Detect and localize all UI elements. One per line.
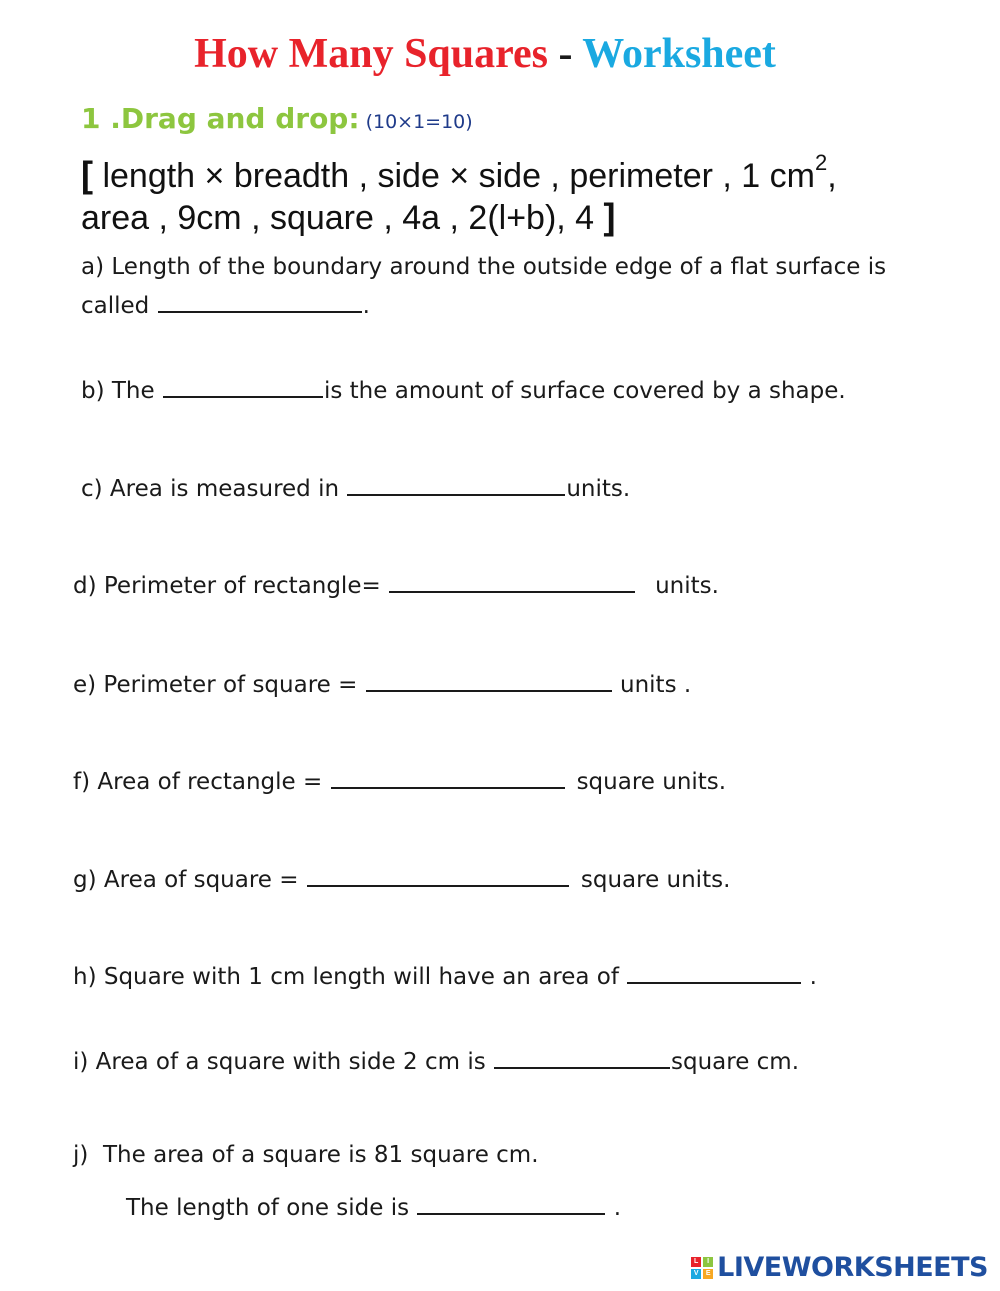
question-j-post: .	[606, 1195, 622, 1221]
question-c-pre: c) Area is measured in	[81, 476, 347, 502]
title-separator: -	[548, 31, 583, 77]
question-c	[81, 472, 630, 502]
answer-blank-g[interactable]	[307, 863, 569, 887]
question-i-post: square cm.	[671, 1049, 800, 1075]
word-bank-text-2: area , 9cm , square , 4a , 2(l+b), 4	[81, 199, 604, 237]
logo-cube-v: V	[691, 1269, 701, 1279]
title-part-2: Worksheet	[582, 31, 776, 77]
question-j-pre: The length of one side is	[126, 1195, 417, 1221]
question-e-pre: e) Perimeter of square =	[73, 672, 365, 698]
logo-cube-i: I	[703, 1257, 713, 1267]
question-b-pre: b) The	[81, 378, 162, 404]
title-part-1: How Many Squares	[194, 31, 549, 77]
question-c-post: units.	[566, 476, 631, 502]
question-i	[73, 1045, 799, 1075]
word-bank-line-1	[81, 150, 837, 196]
word-bank-close-bracket: ]	[603, 196, 616, 237]
answer-blank-b[interactable]	[163, 374, 323, 398]
question-e-post: units .	[612, 672, 692, 698]
answer-blank-f[interactable]	[331, 765, 565, 789]
question-d	[73, 569, 719, 599]
word-bank-line-2	[81, 196, 616, 238]
question-d-pre: d) Perimeter of rectangle=	[73, 573, 389, 599]
question-a-line-2	[81, 289, 370, 319]
question-j-text: j) The area of a square is 81 square cm.	[73, 1142, 539, 1168]
word-bank-text-1: length × breadth , side × side , perimeter , 1 cm	[93, 157, 815, 195]
question-h-pre: h) Square with 1 cm length will have an area of	[73, 964, 627, 990]
question-e	[73, 668, 691, 698]
question-f	[73, 765, 726, 795]
question-d-post: units.	[655, 573, 719, 599]
logo-cubes-icon	[691, 1257, 713, 1279]
question-a-end: .	[362, 293, 370, 319]
answer-blank-e[interactable]	[366, 668, 612, 692]
logo-cube-l: L	[691, 1257, 701, 1267]
question-j-line-1	[73, 1142, 539, 1168]
question-a-line-1	[81, 254, 886, 280]
question-i-pre: i) Area of a square with side 2 cm is	[73, 1049, 493, 1075]
section-label: 1 .Drag and drop:	[81, 102, 360, 135]
question-b-post: is the amount of surface covered by a shape.	[323, 378, 846, 404]
answer-blank-i[interactable]	[494, 1045, 670, 1069]
question-g	[73, 863, 730, 893]
section-marks: (10×1=10)	[365, 111, 473, 133]
question-g-pre: g) Area of square =	[73, 867, 306, 893]
answer-blank-d[interactable]	[389, 569, 635, 593]
word-bank-comma: ,	[827, 157, 837, 195]
liveworksheets-logo	[691, 1252, 988, 1283]
question-f-pre: f) Area of rectangle =	[73, 769, 330, 795]
question-h	[73, 960, 817, 990]
word-bank-superscript: 2	[814, 150, 828, 175]
answer-blank-a[interactable]	[158, 289, 362, 313]
question-f-post: square units.	[576, 769, 727, 795]
worksheet-title	[0, 30, 970, 78]
answer-blank-c[interactable]	[347, 472, 565, 496]
logo-cube-e: E	[703, 1269, 713, 1279]
question-j-line-2	[126, 1191, 621, 1221]
question-h-post: .	[802, 964, 817, 990]
question-a-called: called	[81, 293, 157, 319]
answer-blank-j[interactable]	[417, 1191, 605, 1215]
question-b	[81, 374, 846, 404]
section-heading	[81, 102, 473, 135]
word-bank-open-bracket: [	[81, 154, 93, 195]
question-g-post: square units.	[580, 867, 731, 893]
question-a-text: a) Length of the boundary around the outside edge of a flat surface is	[81, 254, 887, 280]
answer-blank-h[interactable]	[627, 960, 801, 984]
logo-text: LIVEWORKSHEETS	[717, 1252, 988, 1283]
